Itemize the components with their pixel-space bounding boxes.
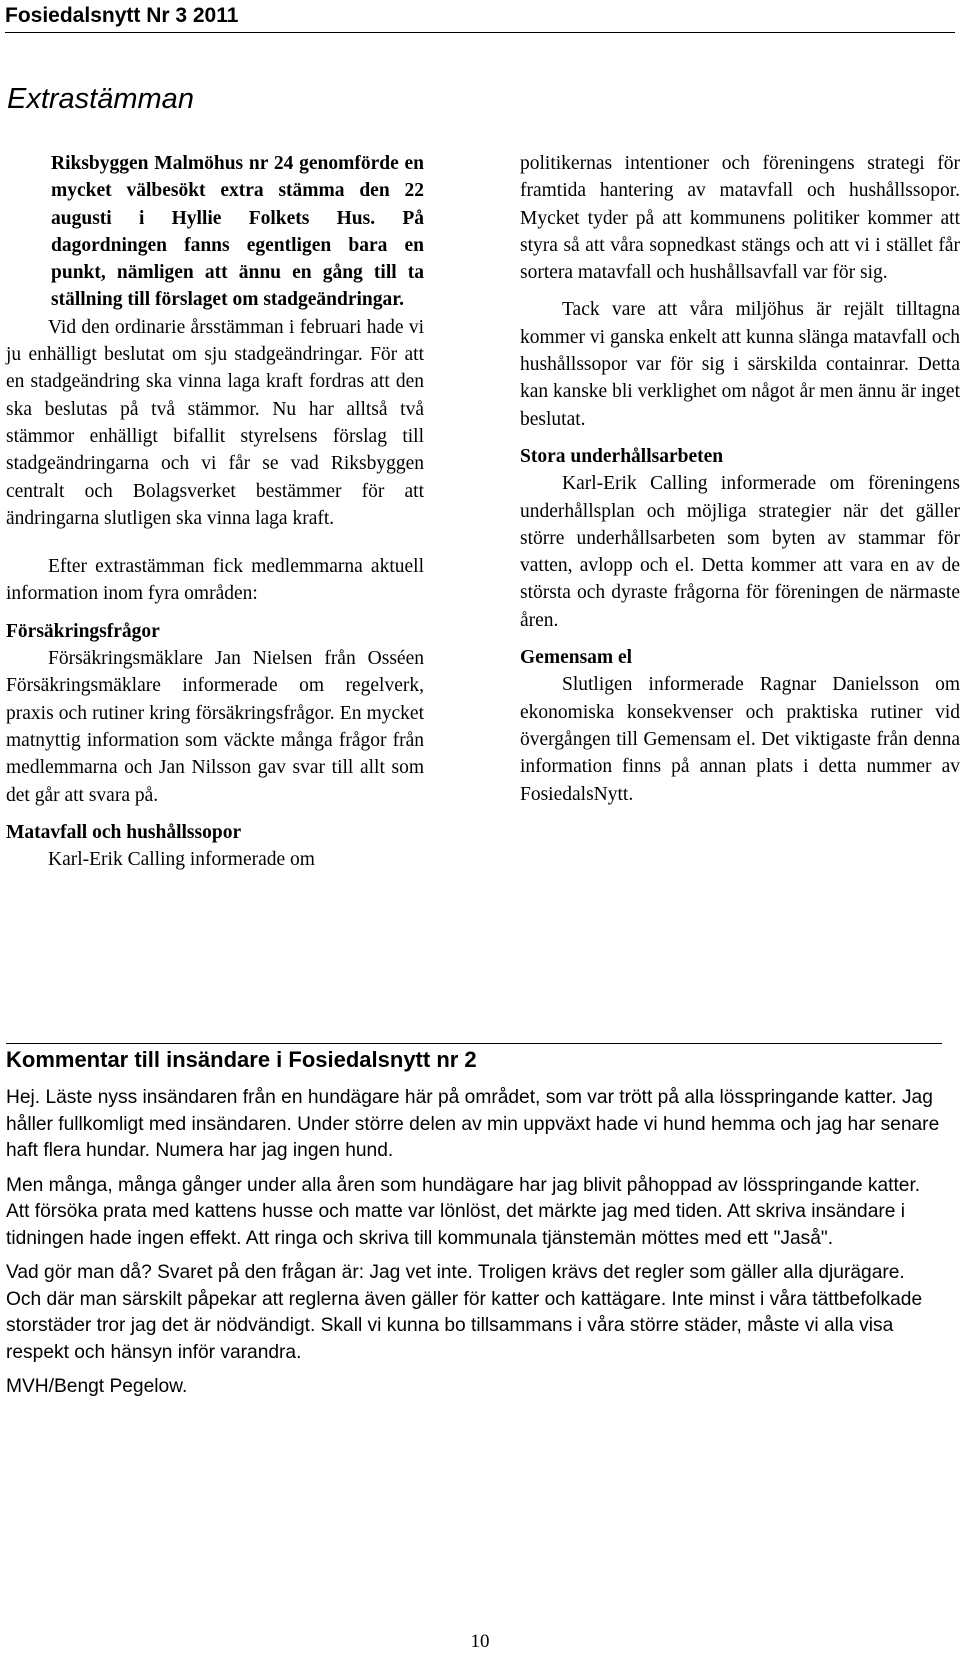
article-paragraph: Efter extrastämman fick medlemmarna aktuell information inom fyra områden: — [6, 556, 424, 605]
kommentar-body — [6, 1085, 942, 1409]
article-paragraph: Vid den ordinarie årsstämman i februari hade vi ju enhälligt beslutat om sju stadgeändringar. För att en stadgeändring ska vinna laga kraft fordras att den ska beslutas på två stämmor. Nu har alltså två stämmor enhälligt bifallit styrelsens förslag till stadgeändringarna och vi får se vad Riksbyggen centralt och Bolagsverket bestämmer för att ändringarna slutligen ska vinna laga kraft. — [6, 316, 424, 529]
subheading-forsakring: Försäkringsfrågor — [6, 620, 160, 642]
kommentar-title: Kommentar till insändare i Fosiedalsnytt nr 2 — [6, 1047, 477, 1072]
article-column-left — [6, 150, 424, 873]
article-lead: Riksbyggen Malmöhus nr 24 genomförde en mycket välbesökt extra stämma den 22 augusti i Hyllie Folkets Hus. På dagordningen fanns egentligen bara en punkt, nämligen att ännu en gång till ta ställning till förslaget om stadgeändringar. — [51, 153, 424, 311]
kommentar-paragraph: Men många, många gånger under alla åren som hundägare har jag blivit påhoppad av lösspringande katter. Att försöka prata med kattens husse och matte var lönlöst, det märkte jag med tiden. Att skriva insändare i tidningen hade ingen effekt. Att ringa och skriva till kommunala tjänstemän möttes med ett "Jaså". — [6, 1174, 921, 1249]
article-paragraph: Karl-Erik Calling informerade om — [48, 849, 315, 871]
page-number: 10 — [470, 1631, 490, 1652]
article-title: Extrastämman — [7, 83, 194, 115]
page-header — [5, 4, 955, 33]
section-divider — [6, 1043, 942, 1044]
article-paragraph: Tack vare att våra miljöhus är rejält tilltagna kommer vi ganska enkelt att kunna slänga matavfall och hushållssopor var för sig i särskilda containrar. Detta kan kanske bli verklighet om något år men ännu är inget beslutat. — [520, 299, 960, 430]
article-paragraph: Slutligen informerade Ragnar Danielsson om ekonomiska konsekvenser och praktiska rutiner vid övergången till Gemensam el. Det viktigaste från denna information finns på annan plats i detta nummer av FosiedalsNytt. — [520, 674, 960, 805]
subheading-underhall: Stora underhållsarbeten — [520, 445, 724, 467]
article-paragraph: Karl-Erik Calling informerade om föreningens underhållsplan och möjliga strategier när det gäller större underhållsarbeten som byten av stammar för vatten, avlopp och el. Detta kommer att vara en av de största och dyraste frågorna för föreningen de närmaste åren. — [520, 473, 960, 631]
kommentar-paragraph: Vad gör man då? Svaret på den frågan är: Jag vet inte. Troligen krävs det regler som gäller alla djurägare. Och där man särskilt påpekar att reglerna även gäller för katter och kattägare. Inte minst i våra tättbefolkade storstäder tror jag det är nödvändigt. Skall vi kunna bo tillsammans i våra större städer, måste vi alla visa respekt och hänsyn inför varandra. — [6, 1262, 923, 1363]
article-paragraph: politikernas intentioner och föreningens strategi för framtida hantering av matavfall och hushållssopor. Mycket tyder på att kommunens politiker kommer att styra så att våra sopnedkast stängs och att vi i stället får sortera matavfall och hushållsavfall var för sig. — [520, 153, 960, 284]
subheading-el: Gemensam el — [520, 647, 633, 669]
subheading-matavfall: Matavfall och hushållssopor — [6, 821, 242, 843]
kommentar-signature: MVH/Bengt Pegelow. — [6, 1376, 188, 1397]
publication-title: Fosiedalsnytt Nr 3 2011 — [5, 4, 239, 27]
kommentar-paragraph: Hej. Läste nyss insändaren från en hundägare här på området, som var trött på alla lösspringande katter. Jag håller fullkomligt med insändaren. Under större delen av min uppväxt hade vi hund hemma och jag har senare haft flera hundar. Numera har jag ingen hund. — [6, 1087, 940, 1161]
article-paragraph: Försäkringsmäklare Jan Nielsen från Osséen Försäkringsmäklare informerade om regelverk, praxis och rutiner kring försäkringsfrågor. En mycket matnyttig information som väckte många frågor från medlemmarna och Jan Nilsson gav svar till allt som det går att svara på. — [6, 648, 424, 806]
article-column-right — [520, 150, 960, 808]
